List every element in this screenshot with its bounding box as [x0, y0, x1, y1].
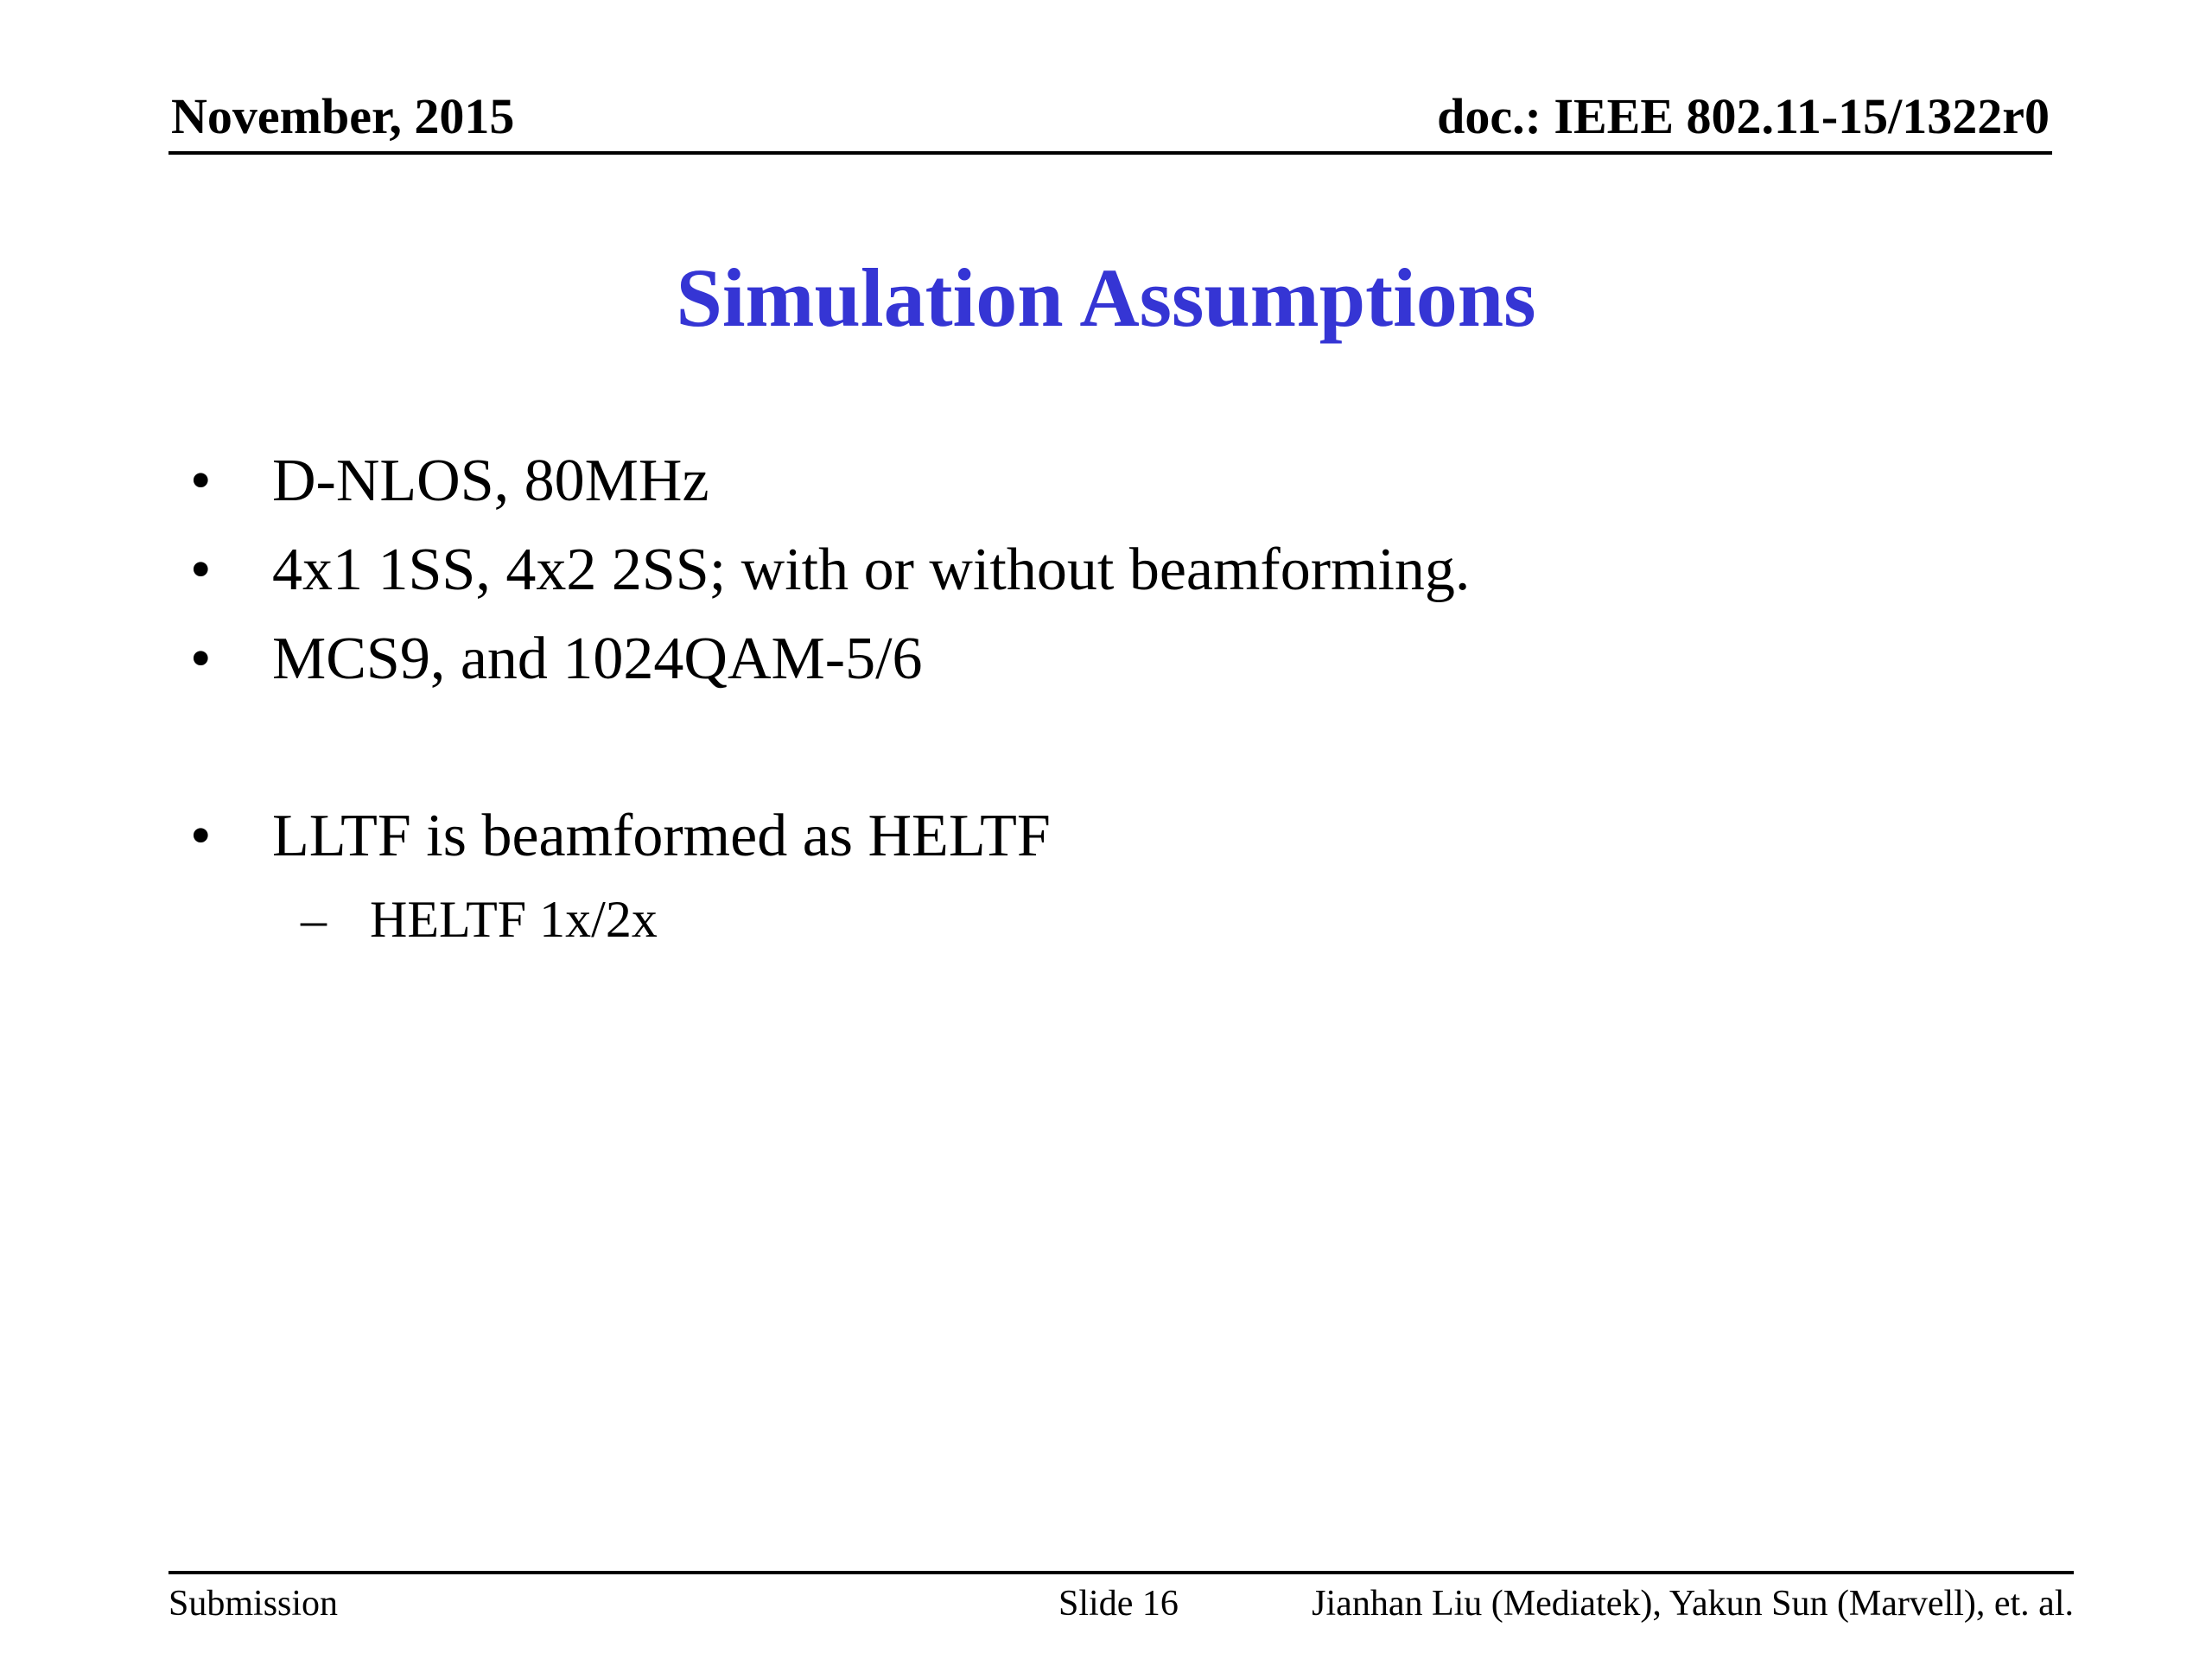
bullet-text: D-NLOS, 80MHz [272, 448, 709, 514]
slide-footer [168, 1571, 2074, 1635]
footer-slide-number: Slide 16 [1058, 1584, 1179, 1624]
header-date: November, 2015 [171, 88, 515, 144]
bullet-text: MCS9, and 1024QAM-5/6 [272, 626, 923, 692]
header-doc-id: doc.: IEEE 802.11-15/1322r0 [1437, 88, 2050, 144]
bullet-marker: • [190, 448, 212, 514]
bullet-marker: • [190, 803, 212, 869]
slide-title: Simulation Assumptions [676, 251, 1536, 344]
bullet-marker: • [190, 626, 212, 692]
sub-bullet-text: HELTF 1x/2x [370, 891, 658, 948]
footer-submission: Submission [168, 1584, 339, 1624]
slide-content [181, 436, 2082, 958]
sub-bullet-item [181, 880, 2082, 958]
bullet-item [181, 614, 2082, 703]
bullet-item [181, 791, 2082, 880]
sub-bullet-marker: – [301, 891, 327, 948]
footer-authors: Jianhan Liu (Mediatek), Yakun Sun (Marvell), et. al. [1312, 1584, 2074, 1624]
bullet-item [181, 525, 2082, 614]
bullet-text: 4x1 1SS, 4x2 2SS; with or without beamforming. [272, 537, 1471, 603]
slide-header [168, 82, 2052, 155]
bullet-item [181, 436, 2082, 525]
bullet-spacer [181, 703, 2082, 791]
bullet-marker: • [190, 537, 212, 603]
bullet-text: LLTF is beamformed as HELTF [272, 803, 1051, 869]
